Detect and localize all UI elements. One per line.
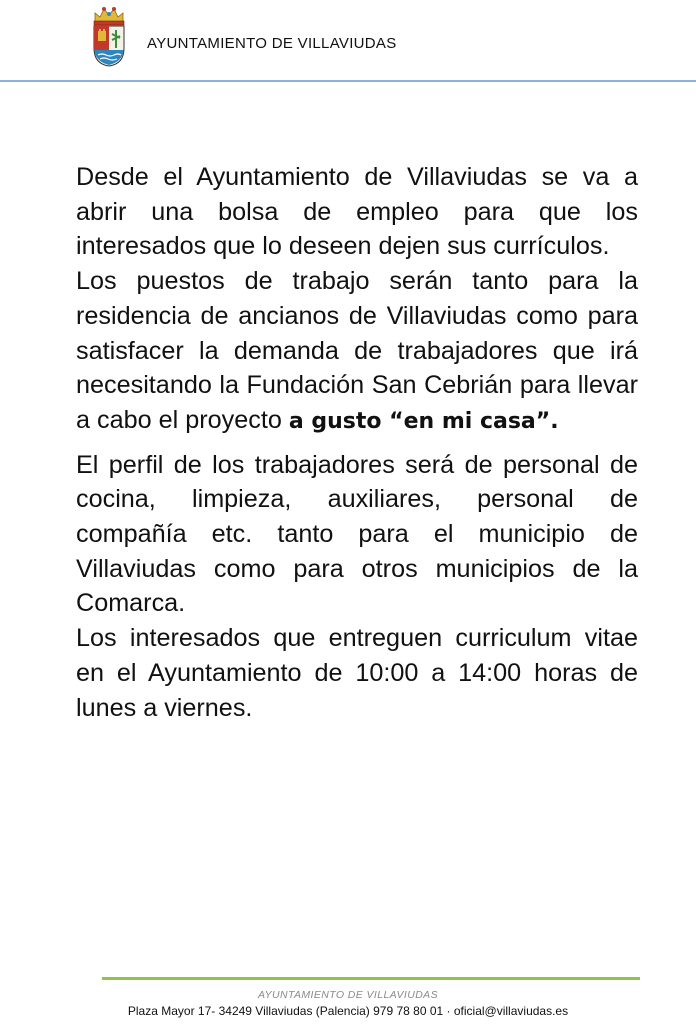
- paragraph-jobs: [76, 264, 638, 440]
- page-header: [0, 0, 696, 84]
- footer-contact: Plaza Mayor 17- 34249 Villaviudas (Palencia) 979 78 80 01 · oficial@villaviudas.es: [127, 1004, 569, 1018]
- project-name: a gusto “en mi casa”.: [288, 408, 559, 434]
- footer-organization: AYUNTAMIENTO DE VILLAVIUDAS: [257, 989, 438, 1001]
- coat-of-arms-icon: [90, 4, 128, 68]
- paragraph-hours: Los interesados que entreguen curriculum vitae en el Ayuntamiento de 10:00 a 14:00 horas de lunes a viernes.: [76, 624, 638, 722]
- paragraph-jobs-text: Los puestos de trabajo serán tanto para la residencia de ancianos de Villaviudas como para satisfacer la demanda de trabajadores que irá necesitando la Fundación San Cebrián para llevar a cabo el proyecto: [76, 267, 638, 434]
- paragraph-profile: El perfil de los trabajadores será de personal de cocina, limpieza, auxiliares, personal de compañía etc. tanto para el municipio de Villaviudas como para otros municipios de la Comarca.: [76, 450, 638, 618]
- footer-divider: [102, 977, 640, 980]
- header-title: AYUNTAMIENTO DE VILLAVIUDAS: [147, 35, 397, 52]
- paragraph-intro: Desde el Ayuntamiento de Villaviudas se va a abrir una bolsa de empleo para que los interesados que lo deseen dejen sus currículos.: [76, 163, 638, 261]
- notice-body: [76, 160, 638, 725]
- header-divider: [0, 80, 696, 82]
